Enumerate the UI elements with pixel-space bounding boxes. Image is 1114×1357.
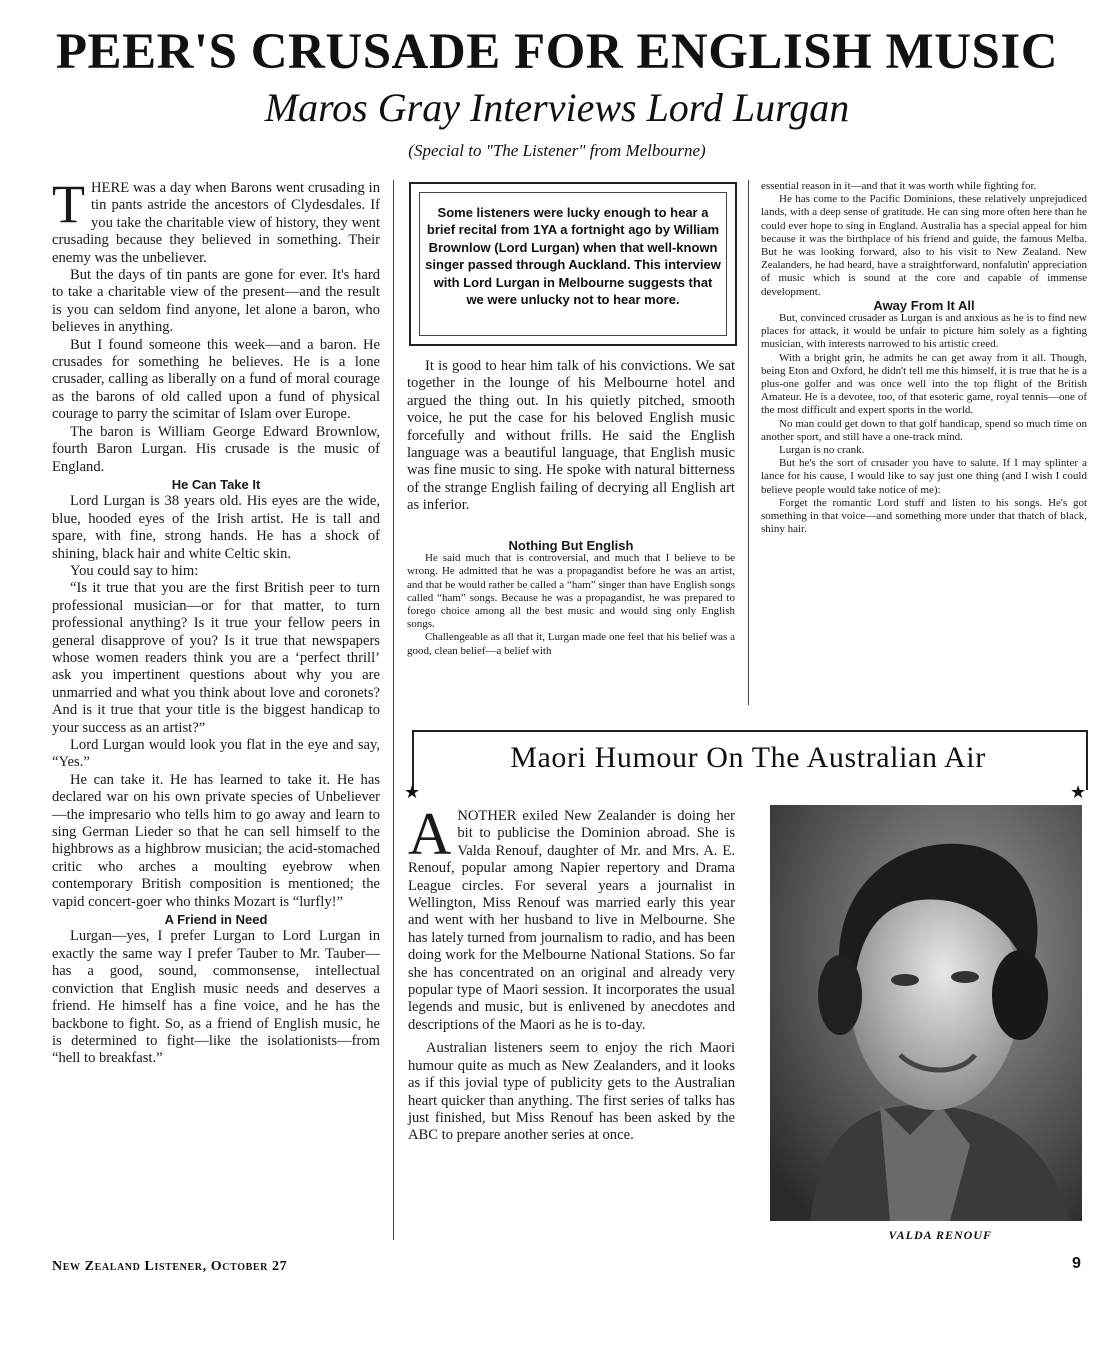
paragraph: No man could get down to that golf handicap, spend so much time on another sport, and still have a one-track mind. bbox=[761, 417, 1087, 443]
photo-caption: VALDA RENOUF bbox=[888, 1228, 992, 1242]
section-heading: Nothing But English bbox=[508, 538, 634, 553]
paragraph: Forget the romantic Lord stuff and listen to his songs. He's got something in that voice—and something more under that thatch of black, shiny hair. bbox=[761, 496, 1087, 536]
paragraph: But I found someone this week—and a baron. He crusades for something he believes. He is a lone crusader, calling as liberally on a fund of moral courage as the barons of old called upon a fund of physical courage to parry the scimitar of Islam over Europe. bbox=[52, 336, 380, 423]
page-number: 9 bbox=[1072, 1255, 1081, 1272]
paragraph: But the days of tin pants are gone for ever. It's hard to take a charitable view of the present—and the result is you can seldom find anyone, let alone a baron, who believes in anything. bbox=[52, 267, 380, 336]
subheadline: Maros Gray Interviews Lord Lurgan bbox=[264, 85, 850, 130]
paragraph: Lord Lurgan would look you flat in the eye and say, “Yes.” bbox=[52, 737, 380, 771]
paragraph: He has come to the Pacific Dominions, these relatively unprejudiced lands, with a deep sense of gratitude. He can sing more often here than he could ever hope to sing in England. Australia has a special appeal for him because it was the birthplace of his friend and guide, the famous Melba. But he was looking forward, also to his visit to New Zealand. New Zealanders, he had heard, have a straightforward, nonfalutin' appreciation of music which is sound at the core and capable of immense development. bbox=[761, 193, 1087, 298]
paragraph: “Is it true that you are the first British peer to turn professional musician—or for that matter, to turn professional anything? Is it true your fellow peers in general disapprove of you? Is it true that newspapers whose women readers think you are a ‘perfect thrill’ ask you impertinent questions about why you are unmarried and what you think about love and coronets? And is it true that your title is the biggest handicap to your success as an artist?” bbox=[52, 580, 380, 736]
section-heading: He Can Take It bbox=[171, 476, 261, 492]
paragraph: He said much that is controversial, and much that I believe to be wrong. He admitted that he was a propagandist before he was an artist, and that he would rather be called a “ham” singer than have English songs called “ham” songs. Because he was a propagandist, he was prepared to forego choice among all the best music and would sing only English songs. bbox=[407, 552, 735, 631]
column-3 bbox=[761, 180, 1087, 536]
paragraph: But he's the sort of crusader you have to salute. If I may splinter a lance for his cause, I would like to say just one thing (and I wish I could believe people would take notice of me): bbox=[761, 457, 1087, 496]
paragraph: The baron is William George Edward Brownlow, fourth Baron Lurgan. His crusade is the music of England. bbox=[52, 423, 380, 475]
column-2 bbox=[407, 358, 735, 515]
headline: PEER'S CRUSADE FOR ENGLISH MUSIC bbox=[55, 24, 1059, 80]
paragraph: NOTHER exiled New Zealander is doing her bit to publicise the Dominion abroad. She is Valda Renouf, daughter of Mr. and Mrs. A. E. Renouf, popular among Napier repertory and Drama League circles. For several years a journalist in Wellington, Miss Renouf was married early this year and went with her husband to live in Melbourne. She has lately turned from journalism to radio, and has been doing work for the Melbourne National Stations. So far she has concentrated on an original and already very popular type of Maori session. It incorporates the usual legends and music, but is enlivened by anecdotes and descriptions of the Maori as he is to-day. bbox=[408, 808, 735, 1033]
paragraph: Lord Lurgan is 38 years old. His eyes are the wide, blue, hooded eyes of the Irish artist. He is tall and spare, with fine, strong hands. He has a shock of shining, black hair and white Celtic skin. bbox=[52, 493, 380, 562]
paragraph: With a bright grin, he admits he can get away from it all. Though, being Eton and Oxford, he didn't tell me this himself, it is true that he is a plus-one golfer and was once well into the top flight of the British Amateur. He is a devotee, too, of that esoteric game, royal tennis—one of the most difficult and expert sports in the world. bbox=[761, 351, 1087, 417]
drop-cap: T bbox=[52, 174, 85, 234]
paragraph: You could say to him: bbox=[70, 562, 199, 579]
column-2-continued bbox=[407, 538, 735, 658]
section-heading: A Friend in Need bbox=[164, 912, 268, 928]
paragraph: It is good to hear him talk of his convictions. We sat together in the lounge of his Melbourne hotel and argued the thing out. In his quietly pitched, smooth voice, he put the case for his beloved English music forcefully and without frills. He said the English language was a beautiful language, that English music was fine music to sing. He spoke with natural bitterness of the strange English failing of decrying all English art as inferior. bbox=[407, 358, 735, 514]
column-rule bbox=[393, 180, 394, 1240]
paragraph: Australian listeners seem to enjoy the rich Maori humour quite as much as New Zealanders, and it looks as if this jovial type of publicity gets to the Australian heart quicker than anything. The first series of talks has just finished, but Miss Renouf has been asked by the ABC to prepare another series at once. bbox=[408, 1040, 735, 1144]
paragraph: Lurgan—yes, I prefer Lurgan to Lord Lurgan in exactly the same way I prefer Tauber to Mr. Tauber—has a good, sound, commonsense, intellectual conviction that English music needs and deserves a friend. He himself has a fine voice, and he has the backbone to fight. So, as a friend of English music, he is determined to fight—like the isolationists—from “hell to breakfast.” bbox=[52, 928, 380, 1067]
column-rule bbox=[748, 180, 749, 705]
paragraph: But, convinced crusader as Lurgan is and anxious as he is to find new places for attack, it would be unfair to picture him solely as a fighting musician, with interests narrowed to his artistic creed. bbox=[761, 312, 1087, 351]
paragraph: Challengeable as all that it, Lurgan made one feel that his belief was a good, clean belief—a belief with bbox=[407, 631, 735, 657]
star-icon: ★ bbox=[404, 782, 421, 803]
column-1 bbox=[52, 174, 380, 1068]
paragraph: HERE was a day when Barons went crusading in tin pants astride the ancestors of Clydesdales. If you take the charitable view of history, they went crusading because they believed in something. Their enemy was the unbeliever. bbox=[52, 180, 380, 266]
section-heading: Away From It All bbox=[873, 297, 975, 313]
maori-title: Maori Humour On The Australian Air bbox=[510, 741, 986, 774]
maori-column bbox=[408, 801, 735, 1145]
paragraph: Lurgan is no crank. bbox=[779, 444, 865, 457]
portrait-photo bbox=[770, 805, 1082, 1221]
paragraph: He can take it. He has learned to take it. He has declared war on his own private species of Unbeliever—the impresario who tells him to go away and learn to sing German Lieder so that he can sell himself to the highbrows as a highbrow musician; the acid-stomached critic who arches a moulting eyebrow when contemporary British composition is mentioned; the vapid concert-goer who thinks Mozart is “lurfly!” bbox=[52, 771, 380, 910]
intro-box bbox=[409, 182, 737, 346]
intro-box-text: Some listeners were lucky enough to hear a brief recital from 1YA a fortnight ago by William Brownlow (Lord Lurgan) when that well-known singer passed through Auckland. This interview with Lord Lurgan in Melbourne suggests that we were unlucky not to hear more. bbox=[425, 205, 721, 308]
portrait-image bbox=[770, 805, 1082, 1221]
star-icon: ★ bbox=[1070, 782, 1087, 803]
footer-publication: New Zealand Listener, October 27 bbox=[52, 1259, 288, 1274]
special-byline: (Special to "The Listener" from Melbourne) bbox=[408, 141, 706, 160]
paragraph: essential reason in it—and that it was worth while fighting for. bbox=[761, 180, 1037, 192]
drop-cap: A bbox=[408, 801, 452, 867]
